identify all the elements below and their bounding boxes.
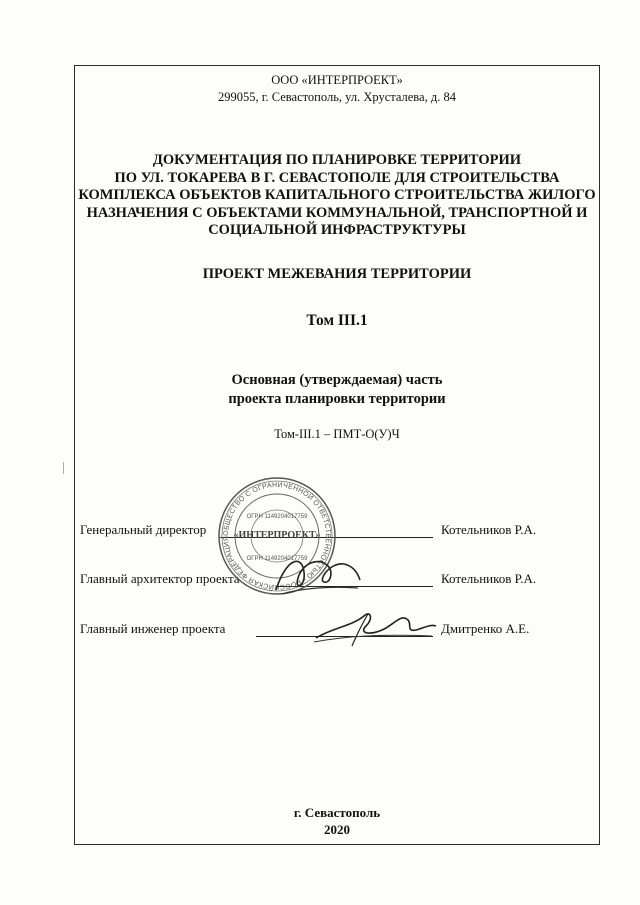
org-name: ООО «ИНТЕРПРОЕКТ» [271,73,403,87]
project-subtitle: ПРОЕКТ МЕЖЕВАНИЯ ТЕРРИТОРИИ [202,266,472,282]
title-line: ПО УЛ. ТОКАРЕВА В Г. СЕВАСТОПОЛЕ ДЛЯ СТРОИТЕЛЬСТВА [114,169,560,186]
city: г. Севастополь [293,805,381,820]
document-footer [74,804,600,838]
title-line: СОЦИАЛЬНОЙ ИНФРАСТРУКТУРЫ [208,222,466,238]
seal-ogrn-bottom: ОГРН 1149204017759 [246,556,308,562]
year: 2020 [324,822,350,837]
signer-role: Генеральный директор [80,522,207,537]
signer-role: Главный архитектор проекта [80,571,240,586]
title-line: НАЗНАЧЕНИЯ С ОБЪЕКТАМИ КОММУНАЛЬНОЙ, ТРАНСПОРТНОЙ И [86,204,588,221]
seal-company-name: «ИНТЕРПРОЕКТ» [233,530,321,541]
signer-role: Главный инженер проекта [80,621,226,636]
title-line: ДОКУМЕНТАЦИЯ ПО ПЛАНИРОВКЕ ТЕРРИТОРИИ [152,152,522,168]
signer-name: Дмитренко А.Е. [441,621,530,636]
title-line: КОМПЛЕКСА ОБЪЕКТОВ КАПИТАЛЬНОГО СТРОИТЕЛЬСТВА ЖИЛОГО [78,187,596,203]
document-title [74,152,600,240]
signer-name: Котельников Р.А. [441,571,537,586]
document-code: Том-III.1 – ПМТ-О(У)Ч [274,427,400,441]
signature-architect [272,548,364,600]
part-line: проекта планировки территории [228,391,446,407]
margin-mark [63,462,64,474]
part-title [74,371,600,409]
signer-name: Котельников Р.А. [441,522,537,537]
part-line: Основная (утверждаемая) часть [231,372,443,388]
seal-ring-text: ОБЩЕСТВО С ОГРАНИЧЕННОЙ ОТВЕТСТВЕННОСТЬЮ • РОССИЙСКАЯ ФЕДЕРАЦИЯ [222,481,332,591]
org-address: 299055, г. Севастополь, ул. Хрусталева, д. 84 [218,90,456,104]
organization-header [74,72,600,106]
seal-ogrn-top: ОГРН 1149204017759 [246,514,308,520]
signature-engineer [312,606,440,652]
volume-number: Том III.1 [306,312,368,329]
